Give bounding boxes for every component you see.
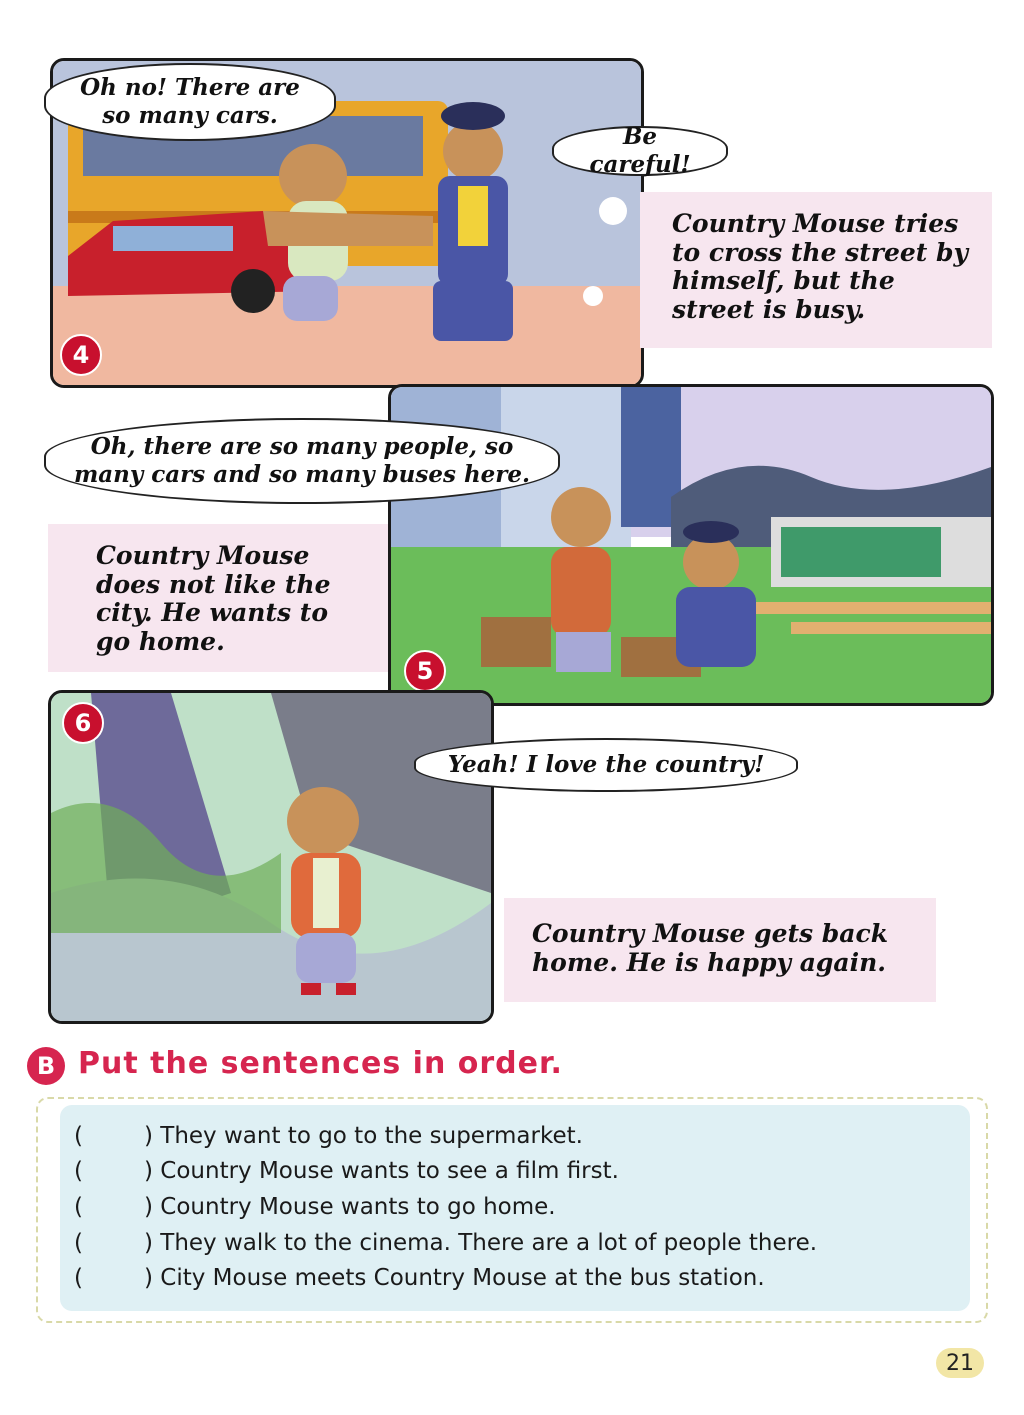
panel-caption: Country Mouse gets back home. He is happy again. [532, 919, 889, 977]
speech-bubble: Oh no! There are so many cars. [44, 63, 336, 141]
comic-panel-6 [48, 690, 494, 1024]
section-title: Put the sentences in order. [78, 1046, 563, 1081]
panel-number-badge: 6 [62, 702, 104, 744]
answer-blank[interactable]: ( [74, 1158, 83, 1184]
countryside-illustration [51, 693, 491, 1021]
exercise-item [74, 1154, 619, 1188]
exercise-sentence: ) City Mouse meets Country Mouse at the bus station. [144, 1265, 765, 1291]
exercise-item [74, 1190, 556, 1224]
answer-blank[interactable]: ( [74, 1123, 83, 1149]
panel-caption: Country Mouse tries to cross the street by himself, but the street is busy. [672, 209, 969, 324]
panel-caption: Country Mouse does not like the city. He wants to go home. [96, 541, 331, 656]
answer-blank[interactable]: ( [74, 1265, 83, 1291]
exercise-item [74, 1119, 583, 1153]
page-number: 21 [936, 1348, 984, 1378]
panel-number-badge: 4 [60, 334, 102, 376]
speech-bubble: Oh, there are so many people, so many cars and so many buses here. [44, 418, 560, 504]
answer-blank[interactable]: ( [74, 1230, 83, 1256]
exercise-sentence: ) They want to go to the supermarket. [144, 1123, 583, 1149]
answer-blank[interactable]: ( [74, 1194, 83, 1220]
section-badge: B [27, 1047, 65, 1085]
exercise-sentence: ) Country Mouse wants to see a film first. [144, 1158, 619, 1184]
exercise-item [74, 1261, 765, 1295]
panel-number-badge: 5 [404, 650, 446, 692]
exercise-item [74, 1226, 817, 1260]
exercise-sentence: ) Country Mouse wants to go home. [144, 1194, 556, 1220]
speech-bubble: Be careful! [552, 126, 728, 176]
speech-bubble: Yeah! I love the country! [414, 738, 798, 792]
exercise-sentence: ) They walk to the cinema. There are a lot of people there. [144, 1230, 818, 1256]
